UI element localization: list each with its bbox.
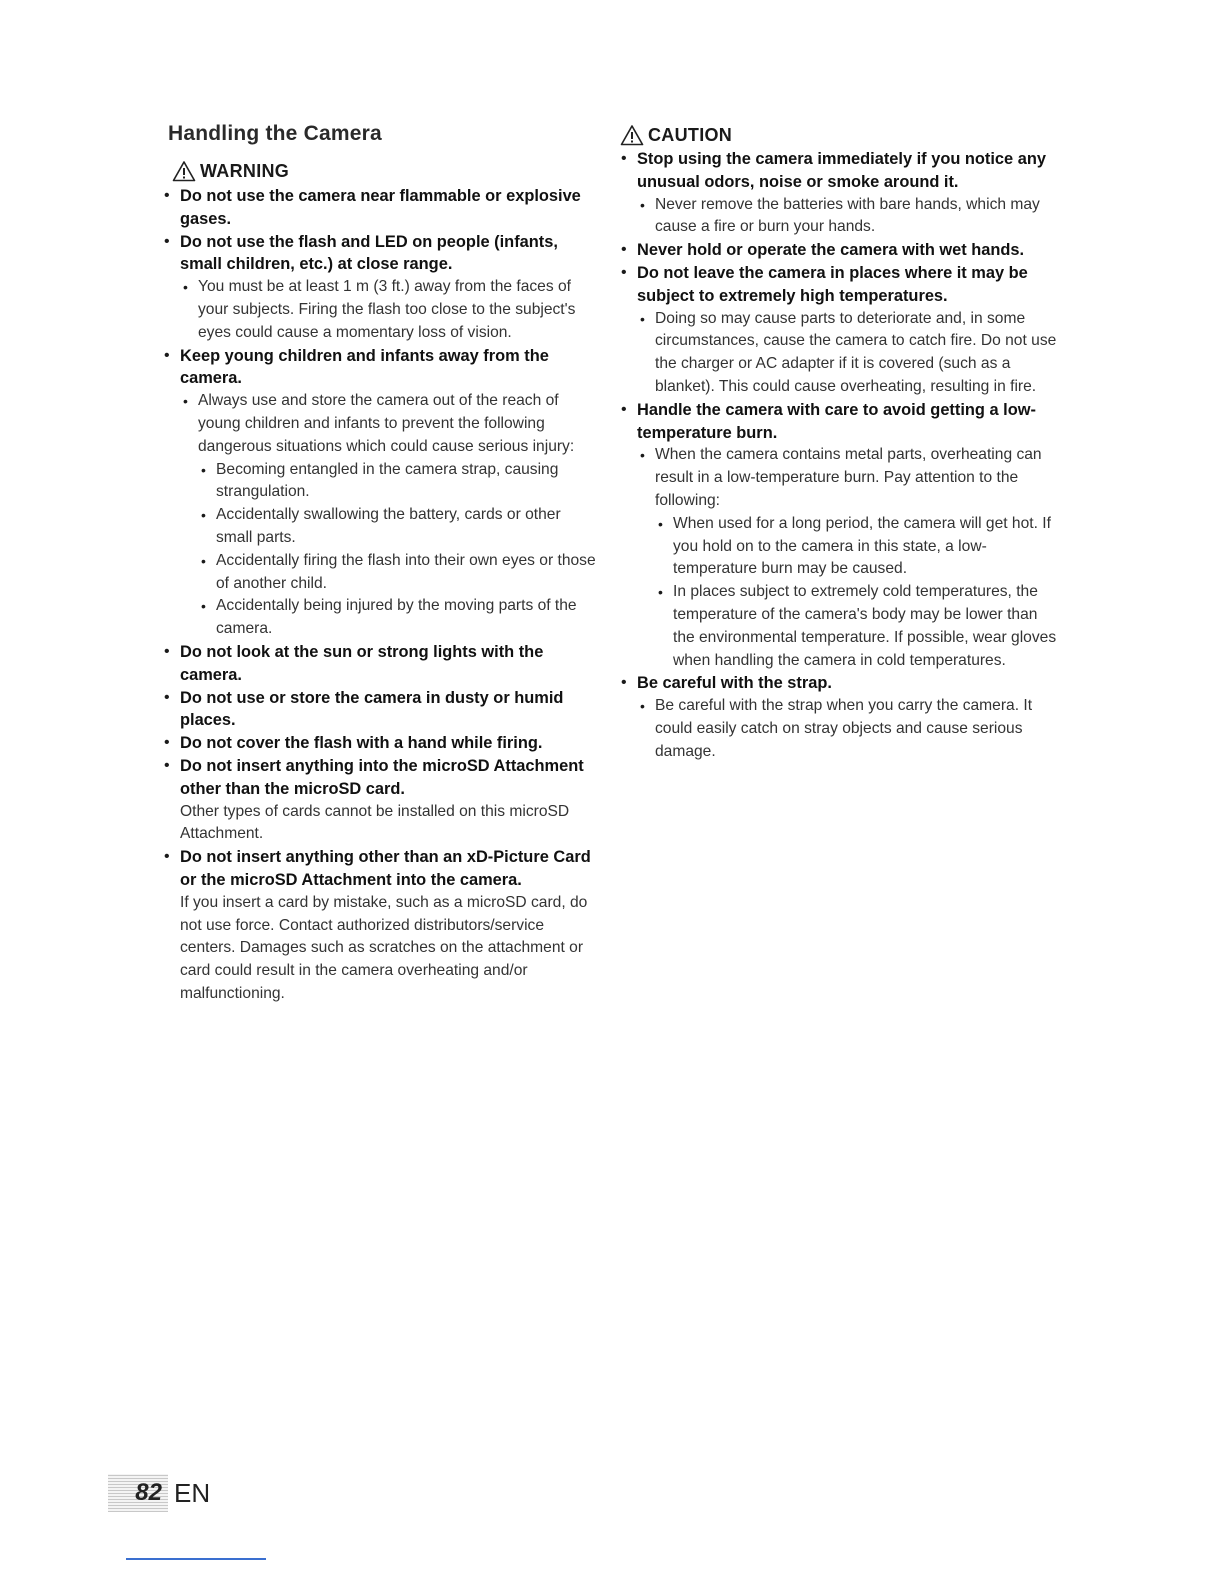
warning-item-text: Do not use the flash and LED on people (infants, small children, etc.) at close range. <box>180 232 558 274</box>
sub-item <box>637 308 1057 399</box>
list-item <box>160 345 600 641</box>
page-number: 82 <box>135 1479 162 1506</box>
bullet-icon: • <box>164 734 170 752</box>
bullet-icon: • <box>640 447 645 464</box>
list-item <box>160 687 600 733</box>
sub-sub-item <box>655 513 1057 581</box>
caution-item-text: Do not leave the camera in places where it may be subject to extremely high temperatures. <box>637 263 1028 305</box>
sub-sub-item-text: Becoming entangled in the camera strap, causing strangulation. <box>216 460 559 501</box>
sub-item <box>637 444 1057 672</box>
page-title: Handling the Camera <box>168 122 382 145</box>
bullet-icon: • <box>164 232 170 250</box>
bullet-icon: • <box>621 674 627 692</box>
bullet-icon: • <box>201 507 206 524</box>
bullet-icon: • <box>621 241 627 259</box>
warning-item-text: Do not insert anything other than an xD-Picture Card or the microSD Attachment into the camera. <box>180 848 591 889</box>
caution-label: CAUTION <box>648 124 733 145</box>
warning-item-note: Other types of cards cannot be installed on this microSD Attachment. <box>180 802 570 843</box>
warning-item-text: Do not use or store the camera in dusty or humid places. <box>180 688 564 730</box>
bullet-icon: • <box>640 196 645 213</box>
page-number-badge <box>108 1474 168 1512</box>
bullet-icon: • <box>658 515 663 532</box>
sub-item <box>180 276 600 344</box>
sub-item-text: Never remove the batteries with bare hands, which may cause a fire or burn your hands. <box>655 195 1040 236</box>
sub-sub-item-text: Accidentally firing the flash into their own eyes or those of another child. <box>216 551 596 592</box>
bullet-icon: • <box>164 756 170 774</box>
sub-item <box>637 194 1057 240</box>
sub-item-text: Be careful with the strap when you carry the camera. It could easily catch on stray objects and cause serious damage. <box>655 697 1033 760</box>
list-item <box>160 185 600 231</box>
warning-heading <box>172 160 289 182</box>
sub-sub-item <box>198 550 600 596</box>
caution-list <box>617 148 1057 764</box>
sub-item <box>180 390 600 641</box>
list-item <box>617 672 1057 763</box>
bullet-icon: • <box>201 461 206 478</box>
sub-item <box>637 695 1057 763</box>
list-item <box>617 262 1057 399</box>
sub-sub-item-text: When used for a long period, the camera will get hot. If you hold on to the camera in this state, a low-temperature burn may be caused. <box>673 514 1051 578</box>
list-item <box>160 755 600 846</box>
sub-sub-item-text: Accidentally being injured by the moving parts of the camera. <box>216 597 577 638</box>
warning-item-text: Do not cover the flash with a hand while firing. <box>180 734 543 753</box>
sub-sub-item <box>655 581 1057 672</box>
warning-label: WARNING <box>200 160 290 181</box>
bullet-icon: • <box>164 346 170 364</box>
bullet-icon: • <box>164 848 170 866</box>
sub-sub-item-text: In places subject to extremely cold temperatures, the temperature of the camera's body may be lower than the environmental temperature. If possible, wear gloves when handling the camera in cold temperatures. <box>673 583 1057 669</box>
sub-item-text: Doing so may cause parts to deteriorate and, in some circumstances, cause the camera to catch fire. Do not use the charger or AC adapter if it is covered (such as a blanket). This could cause overheating, resulting in fire. <box>655 309 1057 395</box>
list-item <box>617 239 1057 262</box>
warning-triangle-icon <box>620 124 644 146</box>
caution-item-text: Never hold or operate the camera with wet hands. <box>637 241 1025 260</box>
bullet-icon: • <box>621 150 627 167</box>
bullet-icon: • <box>201 552 206 569</box>
caution-item-text: Be careful with the strap. <box>637 674 832 693</box>
warning-item-text: Do not look at the sun or strong lights with the camera. <box>180 642 544 684</box>
list-item <box>160 231 600 345</box>
sub-sub-item <box>198 459 600 505</box>
sub-item-text: You must be at least 1 m (3 ft.) away from the faces of your subjects. Firing the flash too close to the subject's eyes could cause a momentary loss of vision. <box>198 278 576 341</box>
list-item <box>617 148 1057 239</box>
bullet-icon: • <box>183 393 188 410</box>
sub-sub-item <box>198 595 600 641</box>
caution-item-text: Stop using the camera immediately if you notice any unusual odors, noise or smoke around it. <box>637 150 1046 191</box>
warning-list <box>160 185 600 1006</box>
warning-item-note: If you insert a card by mistake, such as a microSD card, do not use force. Contact authorized distributors/service centers. Damages such as scratches on the attachment or card could result in the camera overheating and/or malfunctioning. <box>180 893 588 1002</box>
list-item <box>160 846 600 1006</box>
sub-sub-item <box>198 504 600 550</box>
footer-rule <box>126 1558 266 1560</box>
warning-item-text: Keep young children and infants away from the camera. <box>180 346 549 388</box>
sub-item-text: Always use and store the camera out of the reach of young children and infants to prevent the following dangerous situations which could cause serious injury: <box>198 392 575 455</box>
language-label: EN <box>174 1478 211 1508</box>
bullet-icon: • <box>164 642 170 660</box>
bullet-icon: • <box>201 598 206 615</box>
sub-item-text: When the camera contains metal parts, overheating can result in a low-temperature burn. Pay attention to the following: <box>655 446 1042 509</box>
bullet-icon: • <box>658 584 663 601</box>
bullet-icon: • <box>164 187 170 204</box>
bullet-icon: • <box>621 400 627 418</box>
list-item <box>160 641 600 687</box>
bullet-icon: • <box>640 310 645 327</box>
caution-item-text: Handle the camera with care to avoid getting a low-temperature burn. <box>637 400 1036 442</box>
list-item <box>617 399 1057 673</box>
warning-item-text: Do not insert anything into the microSD Attachment other than the microSD card. <box>180 756 584 798</box>
bullet-icon: • <box>183 279 188 296</box>
bullet-icon: • <box>621 263 627 281</box>
caution-heading <box>620 124 732 146</box>
sub-sub-item-text: Accidentally swallowing the battery, cards or other small parts. <box>216 506 561 546</box>
warning-triangle-icon <box>172 160 196 182</box>
bullet-icon: • <box>640 698 645 715</box>
list-item <box>160 732 600 755</box>
bullet-icon: • <box>164 688 170 706</box>
warning-item-text: Do not use the camera near flammable or explosive gases. <box>180 187 581 228</box>
